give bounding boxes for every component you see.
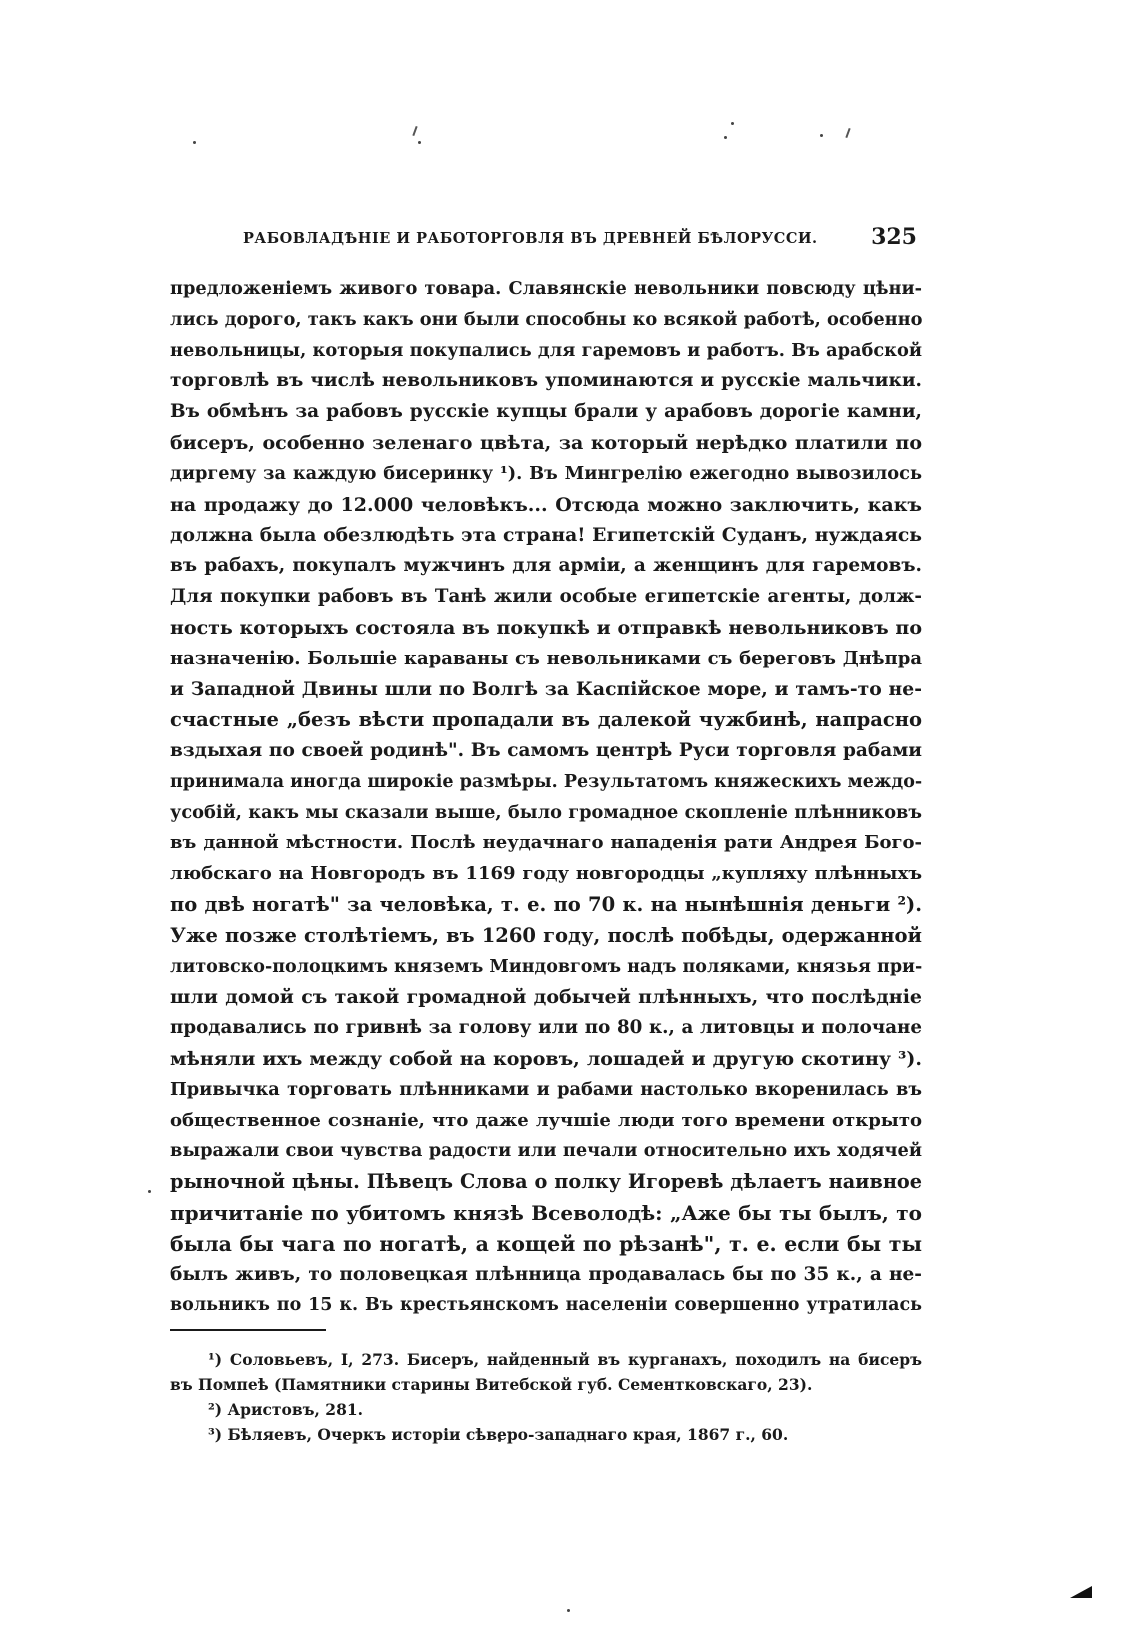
- print-speck: [193, 141, 196, 144]
- text-line: продавались по гривнѣ за голову или по 80 к., а литовцы и полочане: [170, 1017, 922, 1039]
- print-speck: [845, 128, 850, 138]
- text-line: и Западной Двины шли по Волгѣ за Каспійское море, и тамъ-то не-: [170, 678, 922, 701]
- text-line: общественное сознаніе, что даже лучшіе люди того времени открыто: [170, 1109, 922, 1131]
- text-line: невольницы, которыя покупались для гаремовъ и работъ. Въ арабской: [170, 339, 922, 361]
- print-speck: [148, 1190, 151, 1193]
- text-line: причитаніе по убитомъ князѣ Всеволодѣ: „Аже бы ты былъ, то: [170, 1200, 922, 1225]
- text-line: литовско-полоцкимъ княземъ Миндовгомъ надъ поляками, князья при-: [170, 956, 923, 977]
- text-line: бисеръ, особенно зеленаго цвѣта, за который нерѣдко платили по: [170, 431, 922, 454]
- footnote-rule: [170, 1329, 326, 1331]
- text-line: вольникъ по 15 к. Въ крестьянскомъ населеніи совершенно утратилась: [170, 1295, 922, 1316]
- text-line: принимала иногда широкіе размѣры. Результатомъ княжескихъ междо-: [170, 771, 923, 792]
- text-line: Въ обмѣнъ за рабовъ русскіе купцы брали у арабовъ дорогіе камни,: [170, 401, 922, 423]
- text-line: былъ живъ, то половецкая плѣнница продавалась бы по 35 к., а не-: [170, 1263, 922, 1285]
- text-line: ность которыхъ состояла въ покупкѣ и отправкѣ невольниковъ по: [170, 616, 922, 639]
- print-speck: [731, 122, 734, 125]
- text-line: предложеніемъ живого товара. Славянскіе невольники повсюду цѣни-: [170, 278, 922, 299]
- text-line: была бы чага по ногатѣ, а кощей по рѣзанѣ", т. е. если бы ты: [170, 1231, 922, 1256]
- text-line: диргему за каждую бисеринку ¹). Въ Мингрелію ежегодно вывозилось: [170, 462, 922, 484]
- footnote-line: ²) Аристовъ, 281.: [208, 1400, 364, 1419]
- text-line: рыночной цѣны. Пѣвецъ Слова о полку Игоревѣ дѣлаетъ наивное: [170, 1170, 922, 1194]
- footnote-line: въ Помпеѣ (Памятники старины Витебской губ. Сементковскаго, 23).: [170, 1375, 813, 1394]
- print-speck: [418, 141, 421, 144]
- print-speck: [412, 126, 417, 136]
- text-line: Уже позже столѣтіемъ, въ 1260 году, послѣ побѣды, одержанной: [170, 923, 922, 947]
- running-title: РАБОВЛАДѢНІЕ И РАБОТОРГОВЛЯ ВЪ ДРЕВНЕЙ БѢЛОРУССИ.: [243, 230, 818, 247]
- footnote-line: ¹) Соловьевъ, I, 273. Бисеръ, найденный въ курганахъ, походилъ на бисеръ: [208, 1350, 922, 1369]
- text-line: выражали свои чувства радости или печали относительно ихъ ходячей: [170, 1140, 922, 1162]
- text-line: усобій, какъ мы сказали выше, было громадное скопленіе плѣнниковъ: [170, 801, 922, 823]
- text-line: любскаго на Новгородъ въ 1169 году новгородцы „купляху плѣнныхъ: [170, 863, 922, 885]
- text-line: торговлѣ въ числѣ невольниковъ упоминаются и русскіе мальчики.: [170, 370, 922, 392]
- text-line: Привычка торговать плѣнниками и рабами настолько вкоренилась въ: [170, 1078, 922, 1100]
- text-line: вздыхая по своей родинѣ". Въ самомъ центрѣ Руси торговля рабами: [170, 739, 922, 761]
- footnotes: [170, 1347, 922, 1447]
- text-line: счастные „безъ вѣсти пропадали въ далекой чужбинѣ, напрасно: [170, 708, 922, 732]
- footnote-line: ³) Бѣляевъ, Очеркъ исторіи сѣверо-западнаго края, 1867 г., 60.: [208, 1425, 789, 1444]
- text-line: мѣняли ихъ между собой на коровъ, лошадей и другую скотину ³).: [170, 1047, 922, 1070]
- text-line: на продажу до 12.000 человѣкъ... Отсюда можно заключить, какъ: [170, 493, 922, 516]
- text-line: шли домой съ такой громадной добычей плѣнныхъ, что послѣдніе: [170, 986, 922, 1009]
- print-speck: [820, 134, 823, 137]
- page-number: 325: [871, 224, 917, 250]
- page-header: [243, 224, 917, 258]
- text-line: въ рабахъ, покупалъ мужчинъ для арміи, а женщинъ для гаремовъ.: [170, 555, 922, 577]
- print-speck: [724, 136, 727, 139]
- body-text: [170, 274, 922, 1321]
- text-line: назначенію. Большіе караваны съ невольниками съ береговъ Днѣпра: [170, 647, 922, 669]
- text-line: должна была обезлюдѣть эта страна! Египетскій Суданъ, нуждаясь: [170, 524, 922, 547]
- text-line: лись дорого, такъ какъ они были способны ко всякой работѣ, особенно: [170, 308, 923, 330]
- text-line: по двѣ ногатѣ" за человѣка, т. е. по 70 к. на нынѣшнія деньги ²).: [170, 892, 922, 916]
- text-line: Для покупки рабовъ въ Танѣ жили особые египетскіе агенты, долж-: [170, 585, 922, 607]
- print-speck: [567, 1609, 570, 1612]
- text-line: въ данной мѣстности. Послѣ неудачнаго нападенія рати Андрея Бого-: [170, 832, 922, 854]
- corner-mark: [1070, 1586, 1092, 1598]
